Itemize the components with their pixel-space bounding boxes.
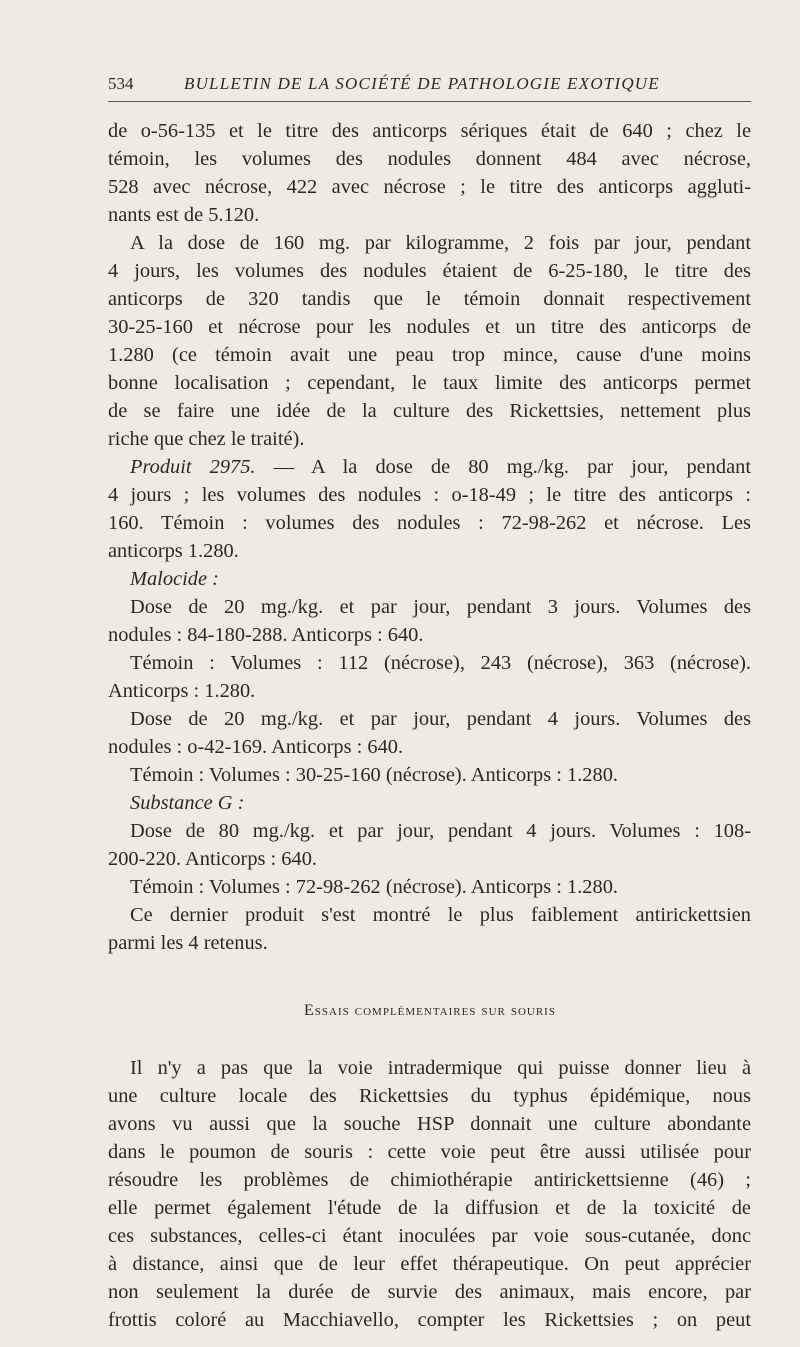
text-line: anticorps de 320 tandis que le témoin donnait respectivement <box>108 288 751 310</box>
text-line: 4 jours ; les volumes des nodules : o-18-49 ; le titre des anticorps : <box>108 484 751 506</box>
text-line: Dose de 20 mg./kg. et par jour, pendant 4 jours. Volumes des <box>130 708 751 730</box>
text-line: Dose de 80 mg./kg. et par jour, pendant 4 jours. Volumes : 108- <box>130 820 751 842</box>
text-line: elle permet également l'étude de la diffusion et de la toxicité de <box>108 1197 751 1219</box>
text-line: de o-56-135 et le titre des anticorps sériques était de 640 ; chez le <box>108 120 751 142</box>
text-line: 1.280 (ce témoin avait une peau trop mince, cause d'une moins <box>108 344 751 366</box>
subheading-substance-g: Substance G : <box>130 792 245 814</box>
text-line: Ce dernier produit s'est montré le plus faiblement antirickettsien <box>130 904 751 926</box>
text-line: une culture locale des Rickettsies du typhus épidémique, nous <box>108 1085 751 1107</box>
text-line: résoudre les problèmes de chimiothérapie antirickettsienne (46) ; <box>108 1169 751 1191</box>
section-heading: Essais complémentaires sur souris <box>304 1002 556 1019</box>
text-line: bonne localisation ; cependant, le taux limite des anticorps permet <box>108 372 751 394</box>
text-line: riche que chez le traité). <box>108 428 305 450</box>
text-line: A la dose de 160 mg. par kilogramme, 2 fois par jour, pendant <box>130 232 751 254</box>
header-rule <box>108 101 751 102</box>
text-line: Anticorps : 1.280. <box>108 680 256 702</box>
text-line-produit: Produit 2975. — A la dose de 80 mg./kg. par jour, pendant <box>130 456 751 478</box>
text-line: ces substances, celles-ci étant inoculées par voie sous-cutanée, donc <box>108 1225 751 1247</box>
text-line: 30-25-160 et nécrose pour les nodules et un titre des anticorps de <box>108 316 751 338</box>
text-line: Dose de 20 mg./kg. et par jour, pendant 3 jours. Volumes des <box>130 596 751 618</box>
running-title: BULLETIN DE LA SOCIÉTÉ DE PATHOLOGIE EXOTIQUE <box>184 74 660 93</box>
text-line: 4 jours, les volumes des nodules étaient de 6-25-180, le titre des <box>108 260 751 282</box>
subheading-malocide: Malocide : <box>130 568 219 590</box>
text-line: 200-220. Anticorps : 640. <box>108 848 317 870</box>
text-line: dans le poumon de souris : cette voie peut être aussi utilisée pour <box>108 1141 751 1163</box>
text-line: 528 avec nécrose, 422 avec nécrose ; le titre des anticorps aggluti- <box>108 176 751 198</box>
text-line: avons vu aussi que la souche HSP donnait une culture abondante <box>108 1113 751 1135</box>
text-line: Il n'y a pas que la voie intradermique qui puisse donner lieu à <box>130 1057 751 1079</box>
text-line: parmi les 4 retenus. <box>108 932 268 954</box>
text-line: témoin, les volumes des nodules donnent 484 avec nécrose, <box>108 148 751 170</box>
text-line: nodules : 84-180-288. Anticorps : 640. <box>108 624 424 646</box>
text-line: non seulement la durée de survie des animaux, mais encore, par <box>108 1281 751 1303</box>
text-line: 160. Témoin : volumes des nodules : 72-98-262 et nécrose. Les <box>108 512 751 534</box>
text-line: Témoin : Volumes : 72-98-262 (nécrose). Anticorps : 1.280. <box>130 876 618 898</box>
text-line: nodules : o-42-169. Anticorps : 640. <box>108 736 404 758</box>
text-line: Témoin : Volumes : 30-25-160 (nécrose). Anticorps : 1.280. <box>130 764 618 786</box>
text-line: de se faire une idée de la culture des Rickettsies, nettement plus <box>108 400 751 422</box>
text-line: anticorps 1.280. <box>108 540 239 562</box>
text-line: à distance, ainsi que de leur effet thérapeutique. On peut apprécier <box>108 1253 751 1275</box>
text-line: nants est de 5.120. <box>108 204 260 226</box>
page-header <box>108 74 750 100</box>
page-number: 534 <box>108 74 134 93</box>
text-line: frottis coloré au Macchiavello, compter les Rickettsies ; on peut <box>108 1309 751 1331</box>
text-line: Témoin : Volumes : 112 (nécrose), 243 (nécrose), 363 (nécrose). <box>130 652 751 674</box>
